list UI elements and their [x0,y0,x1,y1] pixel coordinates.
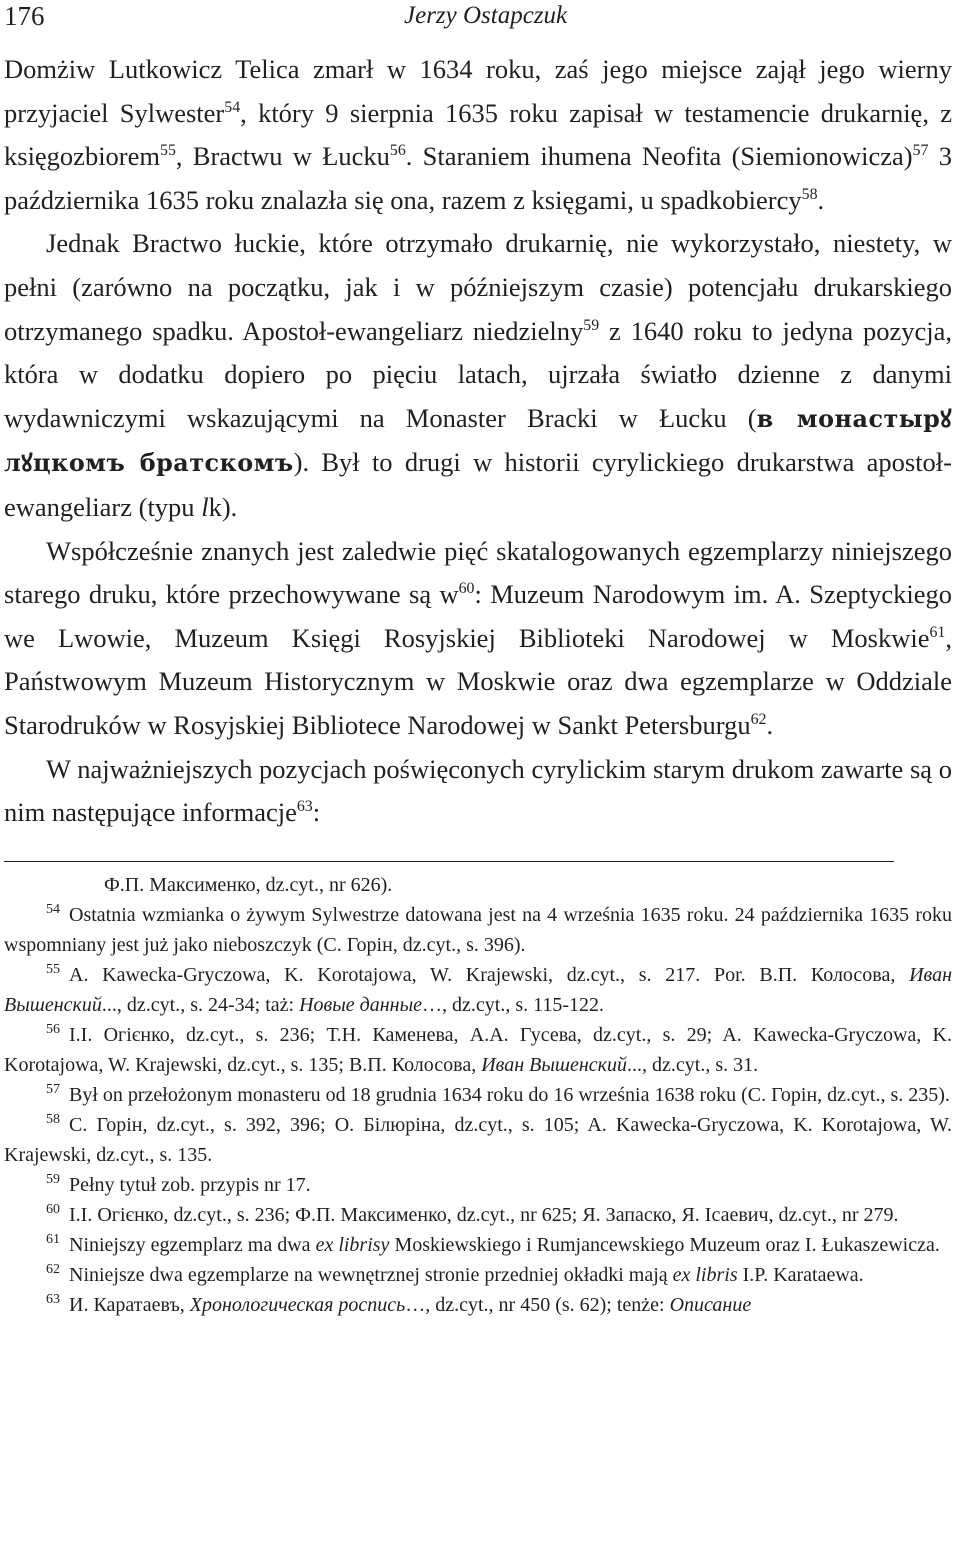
footnote-61: $^{61}$ Niniejszy egzemplarz ma dwa ex librisy Moskiewskiego i Rumjancewskiego Muzeum oraz I. Łukaszewicza. [46,1232,940,1256]
footnote-54: $^{54}$ Ostatnia wzmianka o żywym Sylwestrze datowana jest na 4 września 1635 roku. 24 października 1635 roku wspomniany jest już jako nieboszczyk (С. Горін, dz.cyt., s. 396). [4,902,952,956]
footnote-56: $^{56}$ І.І. Огієнко, dz.cyt., s. 236; Т.Н. Каменева, А.А. Гусева, dz.cyt., s. 29; A. Kawecka-Gryczowa, K. Korotajowa, W. Krajewski, dz.cyt., s. 135; В.П. Колосова, Иван Вышенский..., dz.cyt., s. 31. [4,1022,952,1076]
footnote-continuation: Ф.П. Максименко, dz.cyt., nr 626). [104,873,393,896]
footnote-number: 63 [46,1292,60,1308]
footnote-59: $^{59}$ Pełny tytuł zob. przypis nr 17. [46,1172,311,1196]
footnote-55: $^{55}$ A. Kawecka-Gryczowa, K. Korotajowa, W. Krajewski, dz.cyt., s. 217. Por. В.П. Колосова, Иван Вышенский..., dz.cyt., s. 24-34; taż: Новые данные…, dz.cyt., s. 115-122. [4,962,952,1016]
footnote-ref-56[interactable]: 56 [389,142,406,160]
footnote-ref-63[interactable]: 63 [296,798,313,816]
footnote-ref-54[interactable]: 54 [224,98,241,116]
running-head [4,0,952,40]
footnote-number: 57 [46,1082,60,1098]
footnote-number: 58 [46,1112,60,1128]
footnote-number: 55 [46,962,60,978]
footnote-63: $^{63}$ И. Каратаевъ, Хронологическая роспись…, dz.cyt., nr 450 (s. 62); tenże: Описание [46,1292,752,1316]
paragraph-3: Współcześnie znanych jest zaledwie pięć skatalogowanych egzemplarzy niniejszego starego druku, które przechowywane są $w^{60}$: Muzeum Narodowym im. A. Szeptyckiego we Lwowie, Muzeum Księgi Rosyjskiej Biblioteki Narodowej w Moskwie$^{61}$, Państwowym Muzeum Historycznym w Moskwie oraz dwa egzemplarze w Oddziale Starodruków w Rosyjskiej Bibliotece Narodowej w Sankt Petersburgu$^{62}$. [4,535,953,740]
footnote-number: 59 [46,1172,60,1188]
page-number: 176 [4,1,45,31]
old-slavonic-imprint: в монастырꙋ лꙋцкомъ братскомъ [4,404,952,478]
footnote-58: $^{58}$ С. Горін, dz.cyt., s. 392, 396; О. Білюріна, dz.cyt., s. 105; A. Kawecka-Gryczowa, K. Korotajowa, W. Krajewski, dz.cyt., s. 135. [4,1112,952,1166]
running-title-author: Jerzy Ostapczuk [404,2,568,29]
footnote-ref-55[interactable]: 55 [160,142,176,160]
footnote-number: 54 [46,902,60,918]
footnote-62: $^{62}$ Niniejsze dwa egzemplarze na wewnętrznej stronie przedniej okładki mają ex libris I.P. Karataewa. [46,1262,864,1286]
footnotes [4,870,952,1320]
book-page [4,0,952,1320]
footnote-separator [4,861,894,862]
footnote-number: 56 [46,1022,60,1038]
footnote-ref-62[interactable]: 62 [750,711,767,729]
main-text [4,48,952,835]
paragraph-2: Jednak Bractwo łuckie, które otrzymało drukarnię, nie wykorzystało, niestety, w pełni (zarówno na początku, jak i w późniejszym czasie) potencjału drukarskiego otrzymanego spadku. Apostoł-ewangeliarz niedzielny$^{59}$ z 1640 roku to jedyna pozycja, która w dodatku dopiero po pięciu latach, ujrzała światło dzienne z danymi wydawniczymi wskazującymi na Monaster Bracki w Łucku (в монастырꙋ лꙋцкомъ братскомъ). Był to drugi w historii cyrylickiego drukarstwa apostoł-ewangeliarz (typu lk). [4,228,952,522]
footnote-60: $^{60}$ І.І. Огієнко, dz.cyt., s. 236; Ф.П. Максименко, dz.cyt., nr 625; Я. Запаско, Я. Ісаевич, dz.cyt., nr 279. [46,1202,899,1226]
footnote-57: $^{57}$ Był on przełożonym monasteru od 18 grudnia 1634 roku do 16 września 1638 roku (С. Горін, dz.cyt., s. 235). [46,1082,950,1106]
footnote-ref-60[interactable]: 60 [458,580,475,598]
footnote-number: 61 [46,1232,60,1248]
type-code-italic: l [201,491,209,522]
paragraph-4: W najważniejszych pozycjach poświęconych cyrylickim starym drukom zawarte są o nim następujące informacje$^{63}$: [4,753,952,828]
footnote-number: 60 [46,1202,60,1218]
footnote-ref-58[interactable]: 58 [801,185,818,203]
footnote-number: 62 [46,1262,60,1278]
footnote-ref-57[interactable]: 57 [912,142,929,160]
footnote-ref-59[interactable]: 59 [583,316,600,334]
footnote-ref-61[interactable]: 61 [929,623,946,641]
paragraph-1: Domżiw Lutkowicz Telica zmarł w 1634 roku, zaś jego miejsce zajął jego wierny przyjaciel Sylwester$^{54}$, który 9 sierpnia 1635 roku zapisał w testamencie drukarnię, z księgozbiorem$^{55}$, Bractwu w Łucku$^{56}$. Staraniem ihumena Neofita (Siemionowicza)$^{57}$ 3 października 1635 roku znalazła się ona, razem z księgami, u spadkobiercy$^{58}$. [4,54,953,215]
